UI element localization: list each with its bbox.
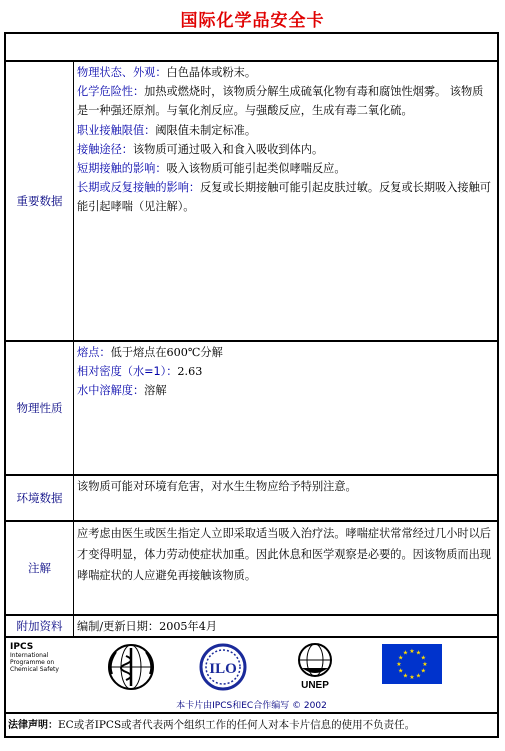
section-important-content <box>74 62 495 340</box>
section-additional-content: 编制/更新日期：2005年4月 <box>77 620 218 633</box>
item-chemical-danger: 化学危险性：加热或燃烧时，该物质分解生成硫氧化物有毒和腐蚀性烟雾。 该物质是一种强还原剂。与氧化剂反应。与强酸反应，生成有毒二氧化硫。 <box>77 85 484 118</box>
eu-star-icon: ★ <box>422 661 428 668</box>
section-label-additional: 附加资料 <box>16 619 63 633</box>
logos-area <box>6 636 497 710</box>
footer-credit: 本卡片由IPCS和EC合作编写 © 2002 <box>176 701 327 711</box>
eu-star-icon: ★ <box>420 667 426 675</box>
item-short-term: 短期接触的影响：吸入该物质可能引起类似哮喘反应。 <box>77 162 346 176</box>
card-title: 国际化学品安全卡 <box>180 11 325 31</box>
eu-star-icon: ★ <box>398 654 404 662</box>
svg-text:ILO: ILO <box>209 661 237 677</box>
item-exposure-limit: 职业接触限值：阈限值未制定标准。 <box>77 123 257 137</box>
card-frame <box>4 32 499 738</box>
section-label-notes: 注解 <box>28 561 51 575</box>
item-solubility: 水中溶解度：溶解 <box>77 384 167 398</box>
section-physical-content <box>74 342 495 474</box>
eu-star-icon: ★ <box>398 667 404 675</box>
eu-flag-icon <box>382 644 442 684</box>
item-appearance: 物理状态、外观：白色晶体或粉末。 <box>77 66 257 79</box>
ilo-emblem-icon <box>198 642 248 692</box>
section-label-physical: 物理性质 <box>16 401 63 415</box>
unep-label: UNEP <box>301 680 329 691</box>
eu-star-icon: ★ <box>420 654 426 662</box>
eu-star-icon: ★ <box>402 649 409 657</box>
eu-star-icon: ★ <box>415 672 422 680</box>
ipcs-logo: IPCS International Programme on Chemical Safety <box>10 642 59 673</box>
item-long-term: 长期或反复接触的影响：反复或长期接触可能引起皮肤过敏。反复或长期吸入接触可能引起哮喘（见注解）。 <box>77 181 491 214</box>
item-melting-point: 熔点：低于熔点在600℃分解 <box>77 346 223 359</box>
section-environment-content: 该物质可能对环境有危害，对水生生物应给予特别注意。 <box>77 480 357 493</box>
section-label-important: 重要数据 <box>16 194 63 208</box>
item-exposure-route: 接触途径：该物质可通过吸入和食入吸收到体内。 <box>77 142 324 156</box>
legal-statement: 法律声明：EC或者IPCS或者代表两个组织工作的任何人对本卡片信息的使用不负责任。 <box>8 719 416 731</box>
eu-star-icon: ★ <box>409 648 415 655</box>
who-emblem-icon <box>106 642 156 692</box>
eu-star-icon: ★ <box>409 674 415 681</box>
section-notes-content: 应考虑由医生或医生指定人立即采取适当吸入治疗法。哮喘症状常常经过几小时以后才变得明显，体力劳动使症状加重。因此休息和医学观察是必要的。因该物质而出现哮喘症状的人应避免再接触该物质。 <box>77 527 491 582</box>
item-relative-density: 相对密度（水=1）：2.63 <box>77 365 203 379</box>
eu-star-icon: ★ <box>415 649 422 657</box>
section-label-environment: 环境数据 <box>16 491 63 505</box>
eu-star-icon: ★ <box>396 661 402 668</box>
eu-star-icon: ★ <box>402 672 409 680</box>
